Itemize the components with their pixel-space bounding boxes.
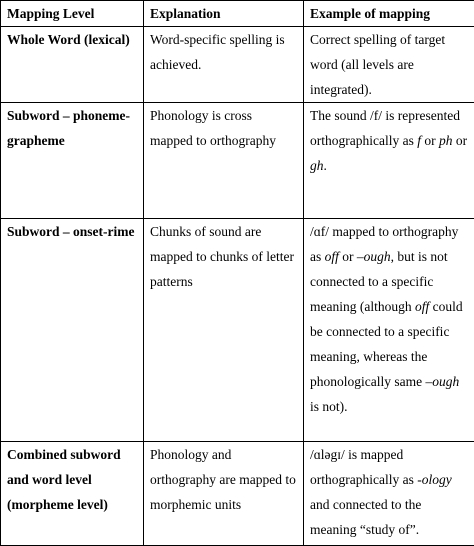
- example-text: .: [324, 158, 327, 173]
- mapping-level-cell: Combined subword and word level (morpheme level): [1, 442, 144, 546]
- example-italic-text: -ology: [417, 472, 452, 487]
- table-row: [1, 27, 474, 103]
- header-example: Example of mapping: [304, 1, 474, 27]
- mapping-level-cell: Subword – onset-rime: [1, 219, 144, 442]
- mapping-level-cell: Whole Word (lexical): [1, 27, 144, 103]
- example-text: could be connected to a specific meaning, whereas the phonologically same: [310, 299, 463, 389]
- header-row: [1, 1, 474, 27]
- example-text: is not).: [310, 399, 348, 414]
- example-text: The sound /f/ is represented orthographically as: [310, 108, 460, 148]
- example-cell: [304, 103, 474, 219]
- example-italic-text: off: [325, 249, 339, 264]
- explanation-cell: Chunks of sound are mapped to chunks of letter patterns: [144, 219, 304, 442]
- example-text: or: [452, 133, 467, 148]
- example-text: and connected to the meaning “study of”.: [310, 497, 421, 537]
- example-text: /ɑf/ mapped to orthography as: [310, 224, 458, 264]
- example-italic-text: off: [415, 299, 429, 314]
- table-row: [1, 103, 474, 219]
- example-text: /ɑləgɪ/ is mapped orthographically as: [310, 447, 417, 487]
- mapping-level-cell: Subword – phoneme-grapheme: [1, 103, 144, 219]
- example-text: Correct spelling of target word (all levels are integrated).: [310, 32, 445, 97]
- example-text: , but is not connected to a specific meaning (although: [310, 249, 448, 314]
- example-cell: [304, 442, 474, 546]
- table-row: [1, 219, 474, 442]
- table-row: [1, 442, 474, 546]
- header-mapping-level: Mapping Level: [1, 1, 144, 27]
- explanation-cell: Phonology and orthography are mapped to morphemic units: [144, 442, 304, 546]
- explanation-cell: Phonology is cross mapped to orthography: [144, 103, 304, 219]
- explanation-cell: Word-specific spelling is achieved.: [144, 27, 304, 103]
- example-text: or: [421, 133, 439, 148]
- example-text: or: [339, 249, 357, 264]
- example-cell: [304, 219, 474, 442]
- example-italic-text: ph: [439, 133, 453, 148]
- header-explanation: Explanation: [144, 1, 304, 27]
- example-italic-text: –ough: [357, 249, 391, 264]
- example-cell: [304, 27, 474, 103]
- example-italic-text: f: [417, 133, 421, 148]
- example-italic-text: gh: [310, 158, 324, 173]
- example-italic-text: –ough: [425, 374, 459, 389]
